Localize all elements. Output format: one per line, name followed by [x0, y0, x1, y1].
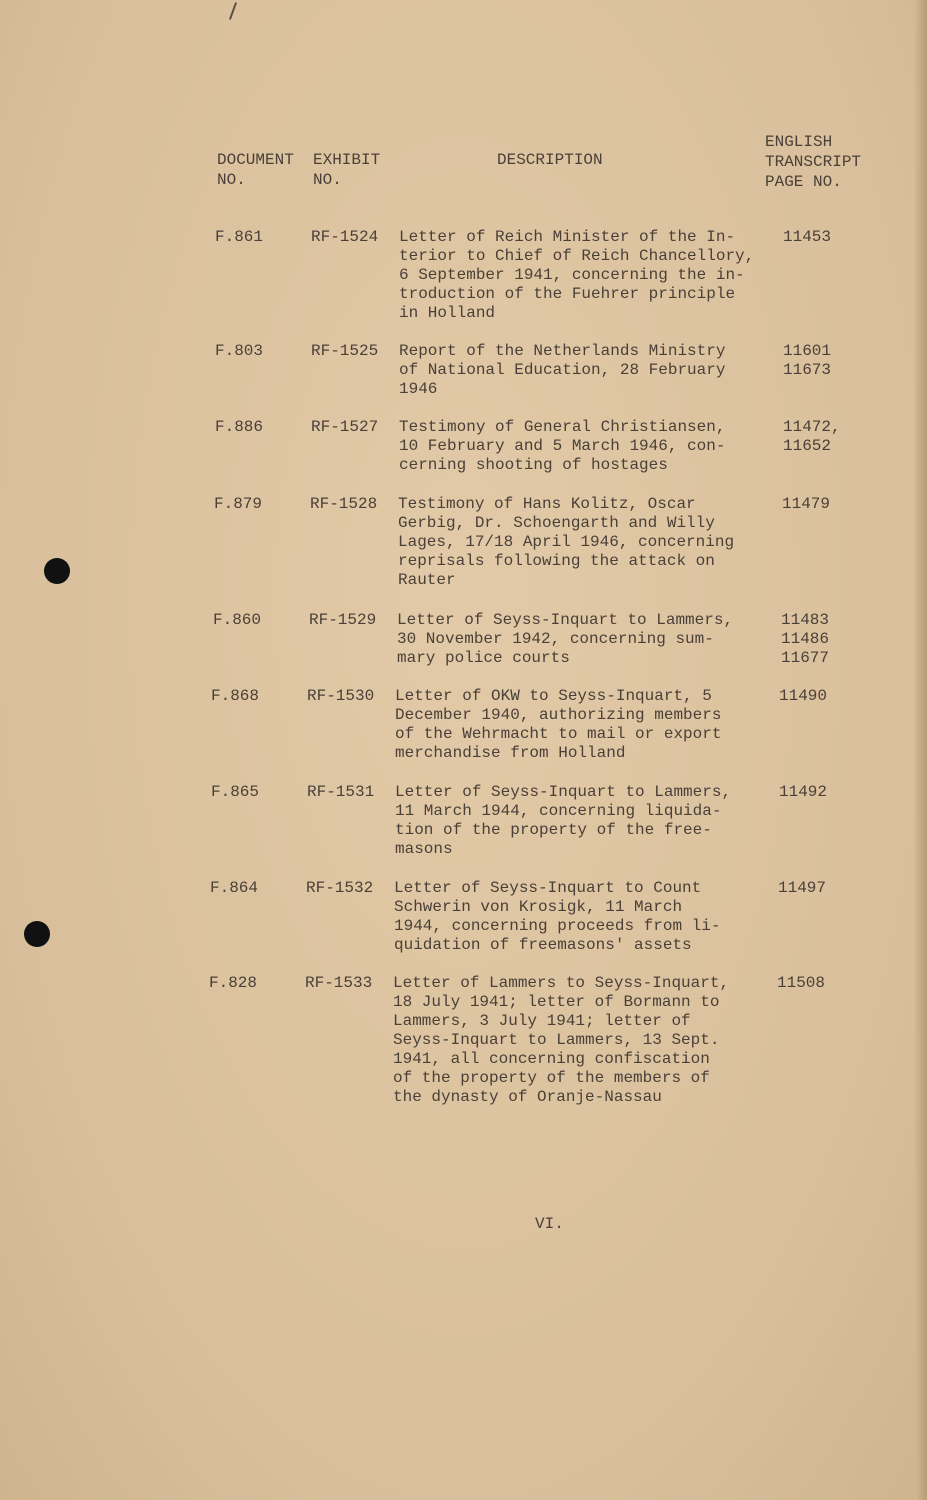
transcript-page: 11492 — [779, 783, 828, 801]
transcript-page: 11453 — [783, 228, 832, 246]
description — [398, 495, 734, 590]
description-line: the dynasty of Oranje-Nassau — [393, 1088, 662, 1106]
transcript-pages — [782, 495, 830, 514]
description-line: 11 March 1944, concerning liquida- — [395, 802, 722, 820]
page-number: VI. — [535, 1215, 564, 1233]
description-line: 1944, concerning proceeds from li- — [394, 917, 721, 935]
header-text: NO. — [313, 171, 342, 189]
description-line: Letter of Seyss-Inquart to Count — [394, 879, 702, 897]
transcript-pages — [783, 342, 831, 380]
description-line: 6 September 1941, concerning the in- — [399, 266, 745, 284]
description — [393, 974, 729, 1107]
description-line: cerning shooting of hostages — [399, 456, 668, 474]
transcript-page: 11677 — [781, 649, 830, 667]
description-line: of the property of the members of — [393, 1069, 710, 1087]
transcript-page: 11508 — [777, 974, 826, 992]
exhibit-no: RF-1529 — [309, 611, 377, 629]
description-line: reprisals following the attack on — [398, 552, 715, 570]
transcript-pages — [777, 974, 825, 993]
transcript-page: 11652 — [783, 437, 832, 455]
description — [395, 687, 721, 763]
transcript-pages — [778, 879, 826, 898]
transcript-page: 11479 — [782, 495, 831, 513]
description-line: Schwerin von Krosigk, 11 March — [394, 898, 683, 916]
description-line: Lages, 17/18 April 1946, concerning — [398, 533, 735, 551]
transcript-page: 11601 — [783, 342, 832, 360]
transcript-pages — [783, 228, 831, 247]
header-exhibit-no — [313, 150, 380, 190]
transcript-pages — [781, 611, 829, 668]
exhibit-no: RF-1532 — [306, 879, 374, 897]
description-line: December 1940, authorizing members — [395, 706, 722, 724]
description-line: Testimony of General Christiansen, — [399, 418, 726, 436]
description-line: Report of the Netherlands Ministry — [399, 342, 726, 360]
description-line: Letter of Reich Minister of the In- — [399, 228, 736, 246]
document-no: F.803 — [215, 342, 264, 360]
header-text: ENGLISH — [765, 133, 833, 151]
header-transcript-page — [765, 132, 861, 192]
header-text: PAGE NO. — [765, 173, 842, 191]
header-description: DESCRIPTION — [497, 151, 603, 169]
description — [394, 879, 720, 955]
description — [399, 228, 754, 323]
document-no: F.868 — [211, 687, 260, 705]
description-line: troduction of the Fuehrer principle — [399, 285, 736, 303]
transcript-page: 11490 — [779, 687, 828, 705]
exhibit-no: RF-1530 — [307, 687, 375, 705]
description-line: merchandise from Holland — [395, 744, 626, 762]
header-text: EXHIBIT — [313, 151, 381, 169]
description-line: in Holland — [399, 304, 496, 322]
description-line: Letter of Seyss-Inquart to Lammers, — [395, 783, 732, 801]
description-line: 1941, all concerning confiscation — [393, 1050, 710, 1068]
header-text: DOCUMENT — [217, 151, 294, 169]
exhibit-no: RF-1527 — [311, 418, 379, 436]
transcript-pages — [779, 783, 827, 802]
document-no: F.864 — [210, 879, 259, 897]
header-text: TRANSCRIPT — [765, 153, 862, 171]
transcript-pages — [783, 418, 841, 456]
description-line: Rauter — [398, 571, 456, 589]
description-line: of the Wehrmacht to mail or export — [395, 725, 722, 743]
description-line: Gerbig, Dr. Schoengarth and Willy — [398, 514, 715, 532]
description-line: 30 November 1942, concerning sum- — [397, 630, 714, 648]
description-line: masons — [395, 840, 453, 858]
description-line: tion of the property of the free- — [395, 821, 712, 839]
description-line: 1946 — [399, 380, 438, 398]
description-line: Testimony of Hans Kolitz, Oscar — [398, 495, 696, 513]
exhibit-no: RF-1531 — [307, 783, 375, 801]
document-no: F.861 — [215, 228, 264, 246]
description — [399, 418, 725, 475]
description — [395, 783, 731, 859]
transcript-page: 11497 — [778, 879, 827, 897]
exhibit-no: RF-1524 — [311, 228, 379, 246]
exhibit-no: RF-1528 — [310, 495, 378, 513]
description-line: of National Education, 28 February — [399, 361, 726, 379]
description-line: 10 February and 5 March 1946, con- — [399, 437, 726, 455]
punch-hole — [24, 921, 50, 947]
description-line: Letter of Seyss-Inquart to Lammers, — [397, 611, 734, 629]
document-no: F.860 — [213, 611, 262, 629]
transcript-page: 11483 — [781, 611, 830, 629]
punch-hole — [44, 558, 70, 584]
description-line: Seyss-Inquart to Lammers, 13 Sept. — [393, 1031, 720, 1049]
description-line: quidation of freemasons' assets — [394, 936, 692, 954]
document-no: F.865 — [211, 783, 260, 801]
description-line: Letter of Lammers to Seyss-Inquart, — [393, 974, 730, 992]
document-no: F.886 — [215, 418, 264, 436]
transcript-page: 11486 — [781, 630, 830, 648]
description — [399, 342, 725, 399]
transcript-pages — [779, 687, 827, 706]
exhibit-no: RF-1533 — [305, 974, 373, 992]
description-line: Lammers, 3 July 1941; letter of — [393, 1012, 691, 1030]
description-line: Letter of OKW to Seyss-Inquart, 5 — [395, 687, 712, 705]
page-edge — [915, 0, 927, 1500]
exhibit-no: RF-1525 — [311, 342, 379, 360]
transcript-page: 11472, — [783, 418, 841, 436]
description-line: mary police courts — [397, 649, 570, 667]
description-line: 18 July 1941; letter of Bormann to — [393, 993, 720, 1011]
header-document-no — [217, 150, 294, 190]
description — [397, 611, 733, 668]
transcript-page: 11673 — [783, 361, 832, 379]
description-line: terior to Chief of Reich Chancellory, — [399, 247, 755, 265]
document-no: F.879 — [214, 495, 263, 513]
document-no: F.828 — [209, 974, 258, 992]
header-text: NO. — [217, 171, 246, 189]
